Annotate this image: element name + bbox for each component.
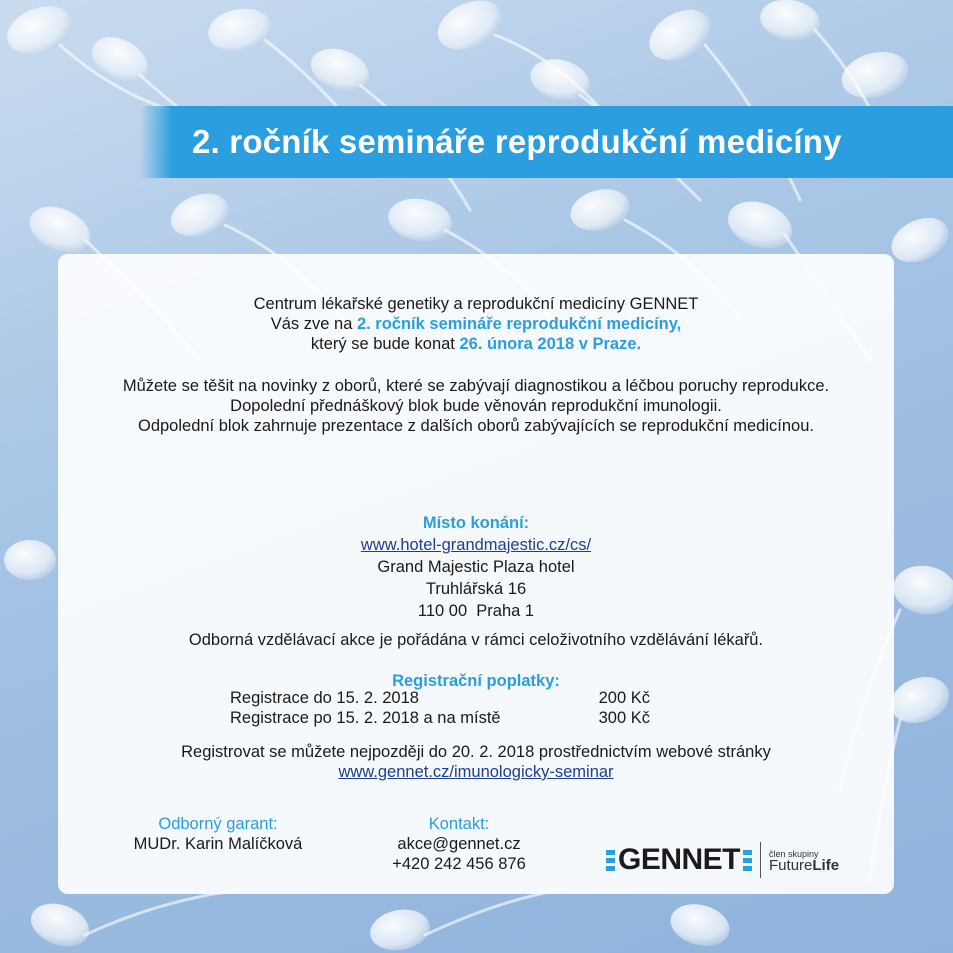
- venue-url-link[interactable]: www.hotel-grandmajestic.cz/cs/: [360, 536, 592, 554]
- intro-invite-line: [58, 314, 894, 334]
- description-line: Odpolední blok zahrnuje prezentace z dalších oborů zabývajících se reprodukční medicínou.: [138, 417, 814, 435]
- logo-bars-icon: [606, 850, 615, 871]
- intro-seminar-name: 2. ročník semináře reprodukční medicíny,: [356, 315, 682, 333]
- guarantor-heading: Odborný garant:: [158, 815, 278, 833]
- logo-divider: [760, 842, 761, 878]
- registration-block: [58, 742, 894, 782]
- fees-heading-text: Registrační poplatky:: [392, 672, 560, 690]
- fee-label: Registrace po 15. 2. 2018 a na místě: [230, 709, 501, 727]
- fee-row: [230, 708, 650, 728]
- fees-table: [230, 688, 650, 728]
- intro-organizer: Centrum lékařské genetiky a reprodukční medicíny GENNET: [253, 295, 699, 313]
- fee-row: [230, 688, 650, 708]
- description-line: Můžete se těšit na novinky z oborů, které se zabývají diagnostikou a léčbou poruchy reprodukce.: [122, 377, 830, 395]
- logo-group-a: Future: [769, 857, 813, 874]
- registration-text: Registrovat se můžete nejpozději do 20. 2. 2018 prostřednictvím webové stránky: [181, 743, 771, 761]
- venue-city: 110 00 Praha 1: [417, 602, 535, 620]
- fee-price: 200 Kč: [598, 689, 650, 707]
- venue-street: Truhlářská 16: [425, 580, 527, 598]
- logo-bars-icon: [743, 850, 752, 871]
- guarantor-block: [108, 814, 328, 854]
- description-line: Dopolední přednáškový blok bude věnován reprodukční imunologii.: [230, 397, 722, 415]
- registration-url-link[interactable]: www.gennet.cz/imunologicky-seminar: [338, 763, 614, 781]
- intro-date-line: [58, 334, 894, 354]
- contact-phone: +420 242 456 876: [392, 855, 526, 873]
- intro-date-prefix: který se bude konat: [310, 335, 460, 353]
- cme-note: Odborná vzdělávací akce je pořádána v rámci celoživotního vzdělávání lékařů.: [188, 631, 764, 649]
- contact-block: [358, 814, 560, 874]
- intro-invite-prefix: Vás zve na: [270, 315, 357, 333]
- futurelife-logo: [769, 848, 839, 872]
- fee-label: Registrace do 15. 2. 2018: [230, 689, 419, 707]
- invitation-card: [58, 254, 894, 894]
- logo-member-text: člen skupiny: [769, 849, 819, 859]
- page-title: 2. ročník semináře reprodukční medicíny: [192, 123, 842, 160]
- gennet-logo: [606, 842, 839, 878]
- guarantor-name: MUDr. Karin Malíčková: [133, 835, 303, 853]
- venue-name: Grand Majestic Plaza hotel: [377, 558, 575, 576]
- fee-price: 300 Kč: [598, 709, 650, 727]
- title-banner: [140, 106, 953, 178]
- logo-group-b: Life: [812, 857, 840, 874]
- venue-block: [58, 512, 894, 622]
- contact-email[interactable]: akce@gennet.cz: [397, 835, 521, 853]
- description-block: [58, 376, 894, 436]
- logo-brand: GENNET: [618, 843, 741, 876]
- venue-heading: Místo konání:: [422, 514, 530, 532]
- contact-heading: Kontakt:: [428, 815, 490, 833]
- intro-block: [58, 294, 894, 354]
- intro-date: 26. února 2018 v Praze.: [459, 335, 642, 353]
